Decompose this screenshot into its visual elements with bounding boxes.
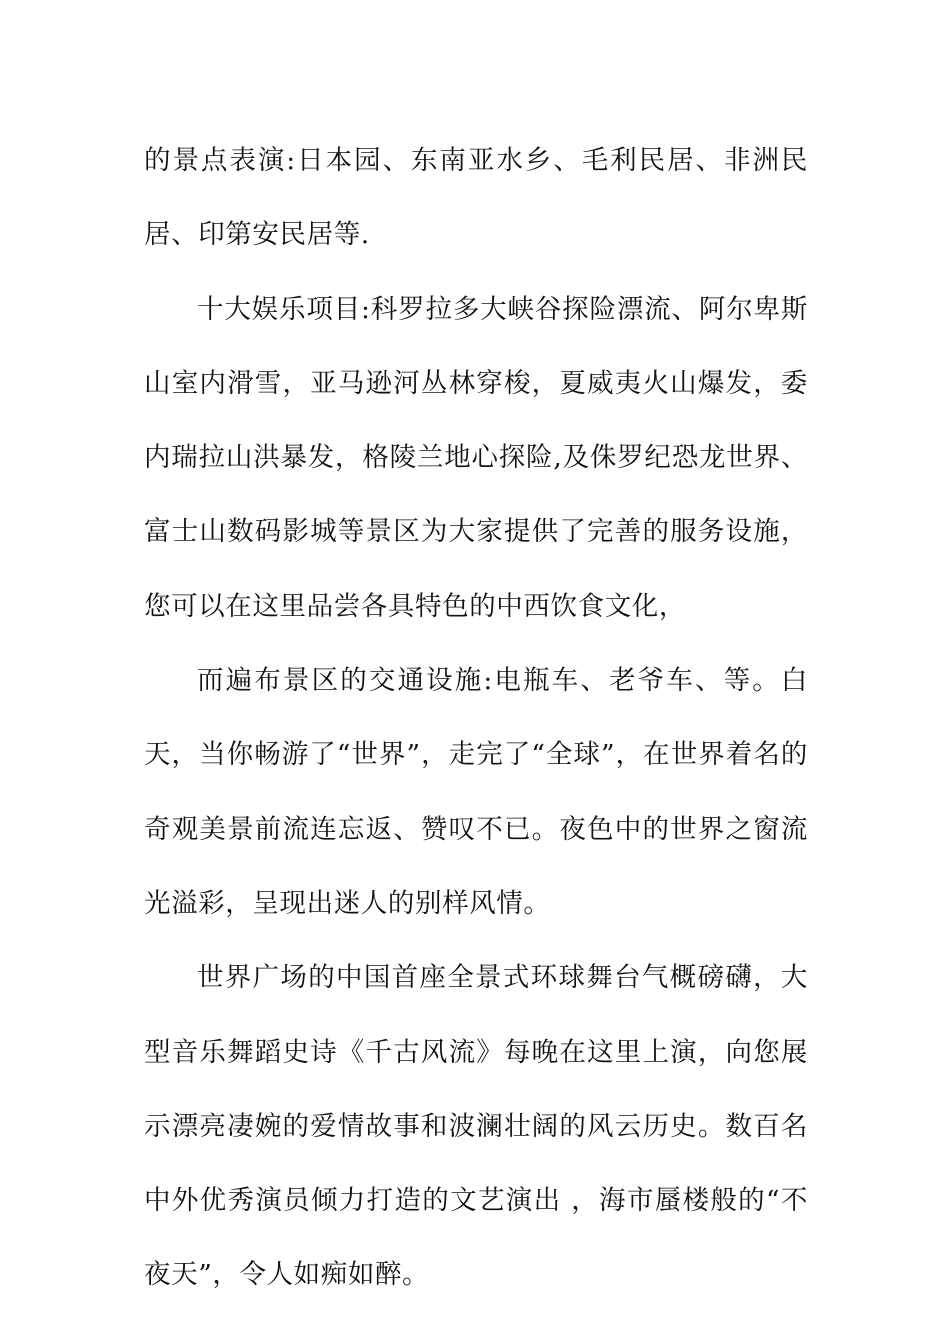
paragraph-2: 十大娱乐项目:科罗拉多大峡谷探险漂流、阿尔卑斯山室内滑雪，亚马逊河丛林穿梭，夏威夷火山爆发，委内瑞拉山洪暴发，格陵兰地心探险,及侏罗纪恐龙世界、富士山数码影城等景区为大家提供了完善的服务设施，您可以在这里品尝各具特色的中西饮食文化， [144,293,808,622]
body-text [144,124,808,1313]
paragraph-3: 而遍布景区的交通设施:电瓶车、老爷车、等。白天，当你畅游了“世界”，走完了“全球”，在世界着名的奇观美景前流连忘返、赞叹不已。夜色中的世界之窗流光溢彩，呈现出迷人的别样风情。 [144,665,808,919]
paragraph-4: 世界广场的中国首座全景式环球舞台气概磅礴，大型音乐舞蹈史诗《千古风流》每晚在这里上演，向您展示漂亮凄婉的爱情故事和波澜壮阔的风云历史。数百名中外优秀演员倾力打造的文艺演出 ，海市蜃楼般的“不夜天”，令人如痴如醉。 [144,962,808,1291]
paragraph-1: 的景点表演:日本园、东南亚水乡、毛利民居、非洲民居、印第安民居等. [144,145,808,251]
